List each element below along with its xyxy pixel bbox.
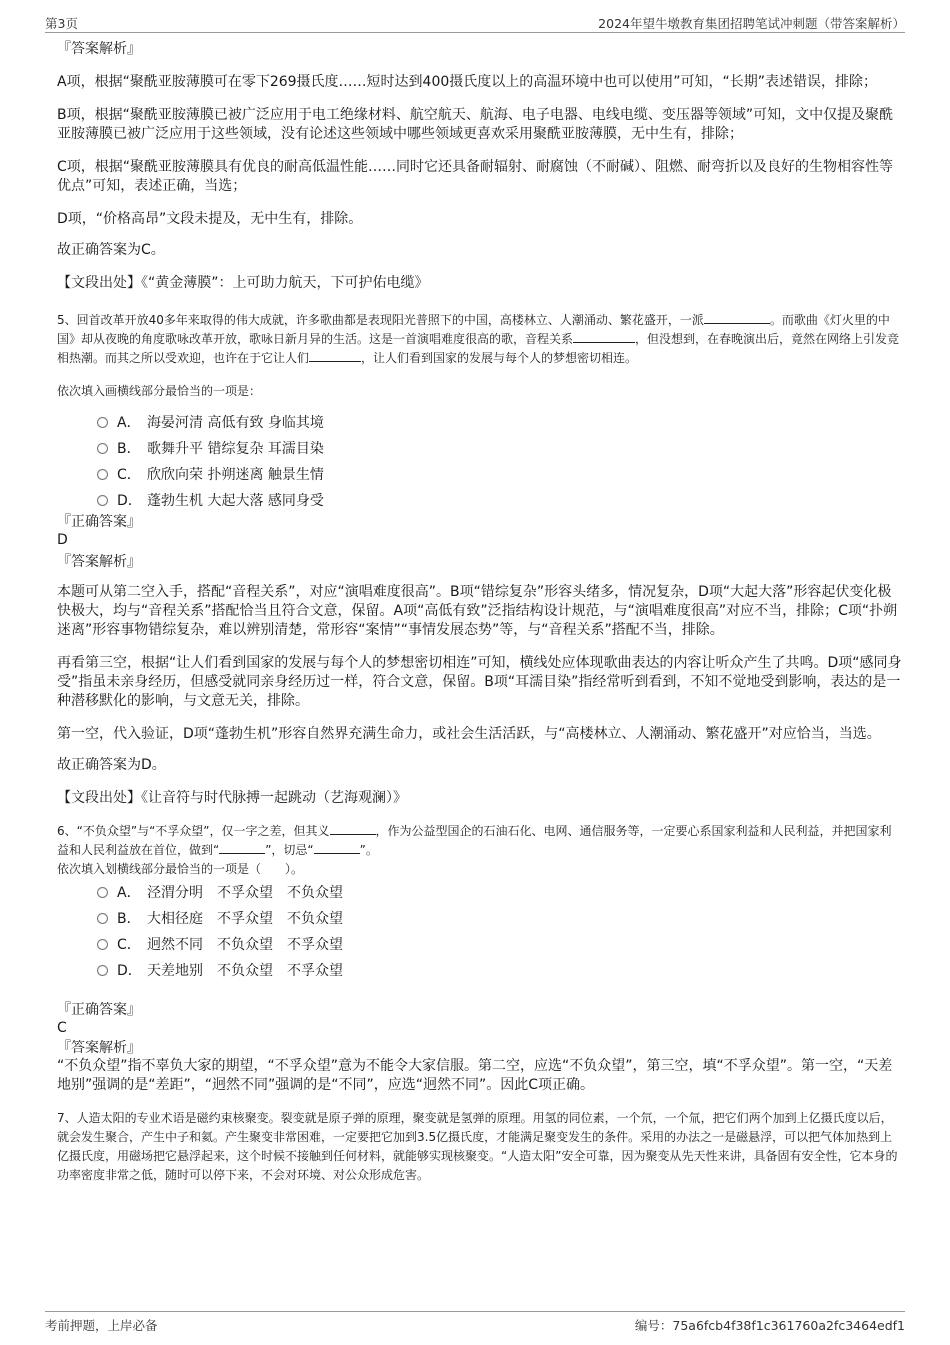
q6-correct-answer: C bbox=[57, 1020, 67, 1036]
q4-source: 【文段出处】《“黄金薄膜”：上可助力航天，下可护佑电缆》 bbox=[57, 275, 429, 291]
q5-stem: 5、回首改革开放40多年来取得的伟大成就，许多歌曲都是表现阳光普照下的中国，高楼林立、人潮涌动、繁花盛开，一派 。而歌曲《灯火里的中国》却从夜晚的角度歌咏改革开放，歌咏日新月异的生活。这是一首演唱难度很高的歌，音程关系 ，但没想到，在春晚演出后，竟然在网络上引发竞相热潮。而其之所以受欢迎，也许在于它让人们 ，让人们看到国家的发展与每个人的梦想密切相连。 bbox=[57, 313, 900, 365]
q5-analysis-1: 本题可从第二空入手，搭配“音程关系”，对应“演唱难度很高”。B项“错综复杂”形容头绪多，情况复杂，D项“大起大落”形容起伏变化极快极大，均与“音程关系”搭配恰当且符合文意，保留。A项“高低有致”泛指结构设计规范，与“演唱难度很高”对应不当，排除；C项“扑朔迷离”形容事物错综复杂，难以辨别清楚，常形容“案情”“事情发展态势”等，与“音程关系”搭配不当，排除。 bbox=[57, 584, 898, 638]
q6-blank-1 bbox=[330, 822, 376, 835]
q5-analysis-label: 『答案解析』 bbox=[57, 554, 141, 570]
q5-conclusion: 故正确答案为D。 bbox=[57, 757, 166, 773]
q6-option-b[interactable]: B． 大相径庭 不孚众望 不负众望 bbox=[97, 905, 902, 931]
q5-analysis-2: 再看第三空，根据“让人们看到国家的发展与每个人的梦想密切相连”可知，横线处应体现歌曲表达的内容让听众产生了共鸣。D项“感同身受”指虽未亲身经历，但感受就同亲身经历过一样，符合文意，保留。B项“耳濡目染”指经常听到看到，不知不觉地受到影响，表达的是一种潜移默化的影响，与文意无关，排除。 bbox=[57, 655, 902, 709]
radio-button[interactable] bbox=[97, 913, 108, 924]
q5-option-d[interactable]: D． 蓬勃生机 大起大落 感同身受 bbox=[97, 487, 902, 513]
q5-prompt: 依次填入画横线部分最恰当的一项是： bbox=[57, 384, 262, 398]
q6-blank-3 bbox=[314, 841, 360, 854]
q4-conclusion: 故正确答案为C。 bbox=[57, 242, 165, 258]
q5-options bbox=[97, 409, 902, 513]
q5-option-a[interactable]: A． 海晏河清 高低有致 身临其境 bbox=[97, 409, 902, 435]
q4-analysis-c: C项，根据“聚酰亚胺薄膜具有优良的耐高低温性能……同时它还具备耐辐射、耐腐蚀（不耐碱）、阻燃、耐弯折以及良好的生物相容性等优点”可知，表述正确，当选； bbox=[57, 159, 894, 194]
q6-analysis-label: 『答案解析』 bbox=[57, 1040, 141, 1056]
radio-button[interactable] bbox=[97, 887, 108, 898]
q5-correct-label: 『正确答案』 bbox=[57, 514, 141, 530]
q4-analysis-label: 『答案解析』 bbox=[57, 41, 141, 57]
radio-button[interactable] bbox=[97, 417, 108, 428]
radio-button[interactable] bbox=[97, 495, 108, 506]
page-number: 第3页 bbox=[45, 16, 78, 31]
q4-analysis-a: A项，根据“聚酰亚胺薄膜可在零下269摄氏度……短时达到400摄氏度以上的高温环境中也可以使用”可知，“长期”表述错误，排除； bbox=[57, 74, 878, 90]
q6-blank-2 bbox=[219, 841, 265, 854]
q5-blank-3 bbox=[309, 349, 361, 362]
q6-prompt: 依次填入划横线部分最恰当的一项是（ ）。 bbox=[57, 862, 304, 876]
page-header bbox=[45, 14, 905, 33]
footer-motto: 考前押题，上岸必备 bbox=[45, 1318, 158, 1333]
radio-button[interactable] bbox=[97, 965, 108, 976]
q4-analysis-b: B项，根据“聚酰亚胺薄膜已被广泛应用于电工绝缘材料、航空航天、航海、电子电器、电线电缆、变压器等领域”可知，文中仅提及聚酰亚胺薄膜已被广泛应用于这些领域，没有论述这些领域中哪些领域更喜欢采用聚酰亚胺薄膜，无中生有，排除； bbox=[57, 107, 894, 142]
document-title: 2024年望牛墩教育集团招聘笔试冲刺题（带答案解析） bbox=[598, 16, 905, 31]
q6-option-d[interactable]: D． 天差地别 不负众望 不孚众望 bbox=[97, 957, 902, 983]
radio-button[interactable] bbox=[97, 469, 108, 480]
q5-blank-2 bbox=[573, 330, 635, 343]
q5-option-c[interactable]: C． 欣欣向荣 扑朔迷离 触景生情 bbox=[97, 461, 902, 487]
q5-correct-answer: D bbox=[57, 532, 68, 548]
radio-button[interactable] bbox=[97, 443, 108, 454]
q7-stem: 7、人造太阳的专业术语是磁约束核聚变。裂变就是原子弹的原理，聚变就是氢弹的原理。用氢的同位素，一个氘，一个氚，把它们两个加到上亿摄氏度以后，就会发生聚合，产生中子和氦。产生聚变非常困难，一定要把它加到3.5亿摄氏度，才能满足聚变发生的条件。采用的办法之一是磁悬浮，可以把气体加热到上亿摄氏度，用磁场把它悬浮起来，这个时候不接触到任何材料，就能够实现核聚变。“人造太阳”安全可靠，因为聚变从先天性来讲，具备固有安全性，它本身的功率密度非常之低，随时可以停下来，不会对环境、对公众形成危害。 bbox=[57, 1111, 898, 1182]
q6-option-a[interactable]: A． 泾渭分明 不孚众望 不负众望 bbox=[97, 879, 902, 905]
q6-stem: 6、“不负众望”与“不孚众望”，仅一字之差，但其义 ，作为公益型国企的石油石化、电网、通信服务等，一定要心系国家利益和人民利益，并把国家利益和人民利益放在首位，做到“ ”，切忌“ ”。 bbox=[57, 824, 892, 857]
q6-correct-label: 『正确答案』 bbox=[57, 1002, 141, 1018]
q5-blank-1 bbox=[704, 311, 770, 324]
q5-analysis-3: 第一空，代入验证，D项“蓬勃生机”形容自然界充满生命力，或社会生活活跃，与“高楼林立、人潮涌动、繁花盛开”对应恰当，当选。 bbox=[57, 726, 881, 742]
q6-option-c[interactable]: C． 迥然不同 不负众望 不孚众望 bbox=[97, 931, 902, 957]
q6-options bbox=[97, 879, 902, 983]
q5-source: 【文段出处】《让音符与时代脉搏一起跳动（艺海观澜）》 bbox=[57, 790, 407, 806]
q6-analysis: “不负众望”指不辜负大家的期望，“不孚众望”意为不能令大家信服。第二空，应选“不负众望”，第三空，填“不孚众望”。第一空，“天差地别”强调的是“差距”，“迥然不同”强调的是“不同”，应选“迥然不同”。因此C项正确。 bbox=[57, 1058, 893, 1093]
document-code: 编号：75a6fcb4f38f1c361760a2fc3464edf1 bbox=[634, 1318, 905, 1333]
document-body bbox=[57, 40, 902, 1185]
page-footer bbox=[45, 1311, 905, 1334]
q5-option-b[interactable]: B． 歌舞升平 错综复杂 耳濡目染 bbox=[97, 435, 902, 461]
q4-analysis-d: D项，“价格高昂”文段未提及，无中生有，排除。 bbox=[57, 211, 363, 227]
radio-button[interactable] bbox=[97, 939, 108, 950]
